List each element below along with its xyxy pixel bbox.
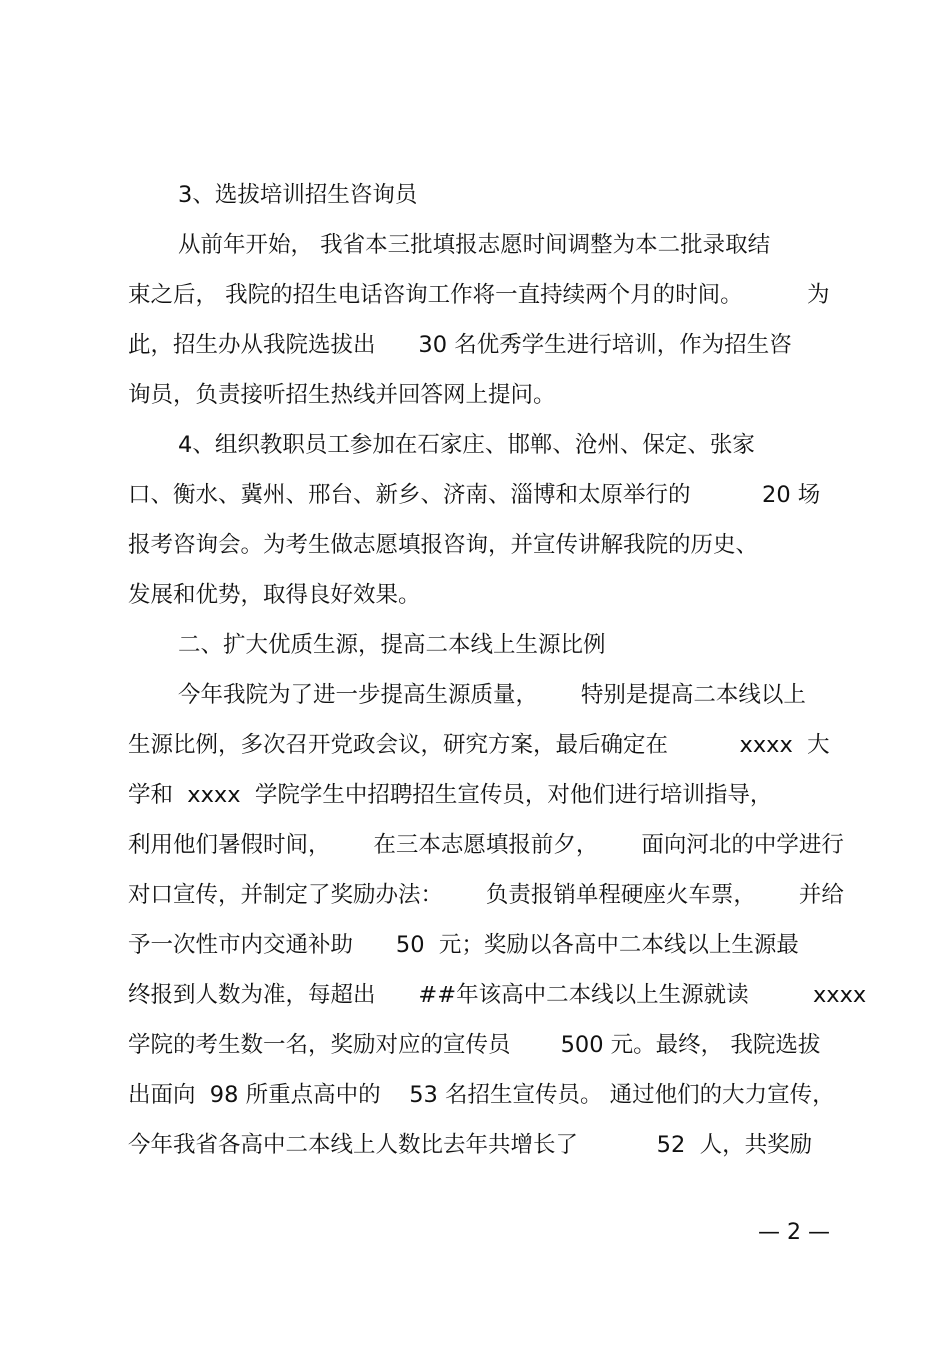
section-heading-3: 3、选拔培训招生咨询员 xyxy=(178,182,418,208)
paragraph-line: 询员，负责接听招生热线并回答网上提问。 xyxy=(128,382,556,408)
paragraph-line: 报考咨询会。为考生做志愿填报咨询，并宣传讲解我院的历史、 xyxy=(128,532,759,558)
paragraph-line: 今年我院为了进一步提高生源质量， 特别是提高二本线以上 xyxy=(178,682,806,708)
paragraph-line: 予一次性市内交通补助 50 元；奖励以各高中二本线以上生源最 xyxy=(128,932,799,958)
paragraph-line: 今年我省各高中二本线上人数比去年共增长了 52 人，共奖励 xyxy=(128,1132,813,1158)
section-heading-2: 二、扩大优质生源，提高二本线上生源比例 xyxy=(178,632,606,658)
paragraph-line: 出面向 98 所重点高中的 53 名招生宣传员。 通过他们的大力宣传， xyxy=(128,1082,835,1108)
paragraph-line: 束之后， 我院的招生电话咨询工作将一直持续两个月的时间。 为 xyxy=(128,282,830,308)
paragraph-line: 发展和优势，取得良好效果。 xyxy=(128,582,421,608)
paragraph-line: 终报到人数为准，每超出 ##年该高中二本线以上生源就读 xxxx xyxy=(128,982,867,1008)
section-heading-4: 4、组织教职员工参加在石家庄、邯郸、沧州、保定、张家 xyxy=(178,432,755,458)
paragraph-line: 口、衡水、冀州、邢台、新乡、济南、淄博和太原举行的 20 场 xyxy=(128,482,821,508)
paragraph-line: 从前年开始， 我省本三批填报志愿时间调整为本二批录取结 xyxy=(178,232,771,258)
paragraph-line: 利用他们暑假时间， 在三本志愿填报前夕， 面向河北的中学进行 xyxy=(128,832,844,858)
paragraph-line: 生源比例，多次召开党政会议，研究方案，最后确定在 xxxx 大 xyxy=(128,732,830,758)
paragraph-line: 对口宣传，并制定了奖励办法： 负责报销单程硬座火车票， 并给 xyxy=(128,882,844,908)
paragraph-line: 学和 xxxx 学院学生中招聘招生宣传员，对他们进行培训指导， xyxy=(128,782,773,808)
page-number: — 2 — xyxy=(758,1220,830,1245)
paragraph-line: 学院的考生数一名，奖励对应的宣传员 500 元。最终， 我院选拔 xyxy=(128,1032,821,1058)
paragraph-line: 此，招生办从我院选拔出 30 名优秀学生进行培训，作为招生咨 xyxy=(128,332,792,358)
